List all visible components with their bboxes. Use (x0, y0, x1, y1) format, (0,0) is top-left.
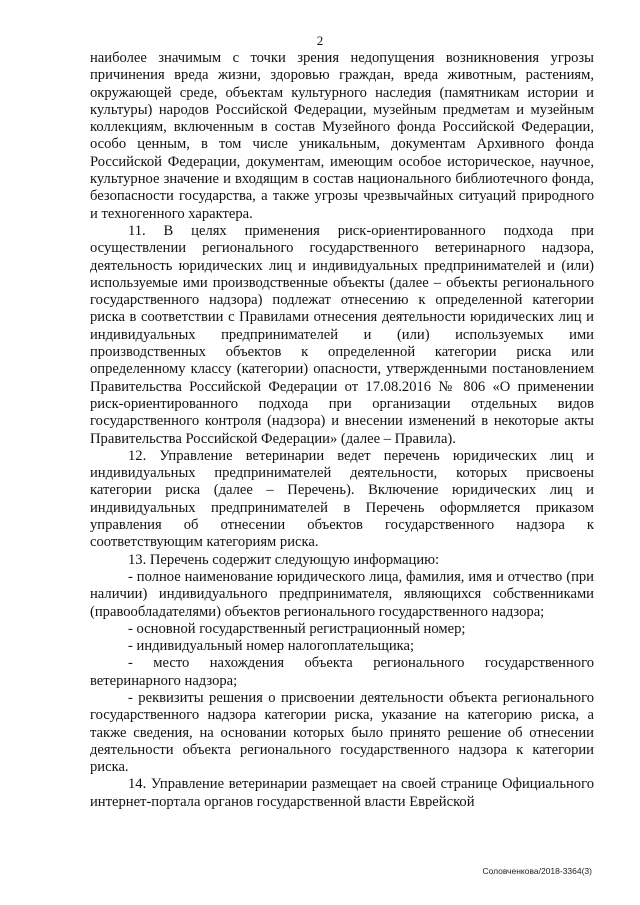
list-item-location: - место нахождения объекта регионального государственного ветеринарного надзора; (90, 655, 594, 689)
document-body (90, 50, 594, 811)
list-item-inn: - индивидуальный номер налогоплательщика; (128, 638, 415, 655)
list-item-ogrn: - основной государственный регистрационный номер; (128, 620, 466, 637)
paragraph-14: 14. Управление ветеринарии размещает на своей странице Официального интернет-портала органов государственной власти Еврейской (90, 776, 594, 810)
paragraph-continuation: наиболее значимым с точки зрения недопущения возникновения угрозы причинения вреда жизни, здоровью граждан, вреда животным, растениям, окружающей среде, объектам культурного наследия (памятникам истории и культуры) народов Российской Федерации, музейным предметам и музейным коллекциям, включенным в состав Музейного фонда Российской Федерации, особо ценным, в том числе уникальным, документам Архивного фонда Российской Федерации, документам, имеющим особое историческое, научное, культурное значение и входящим в состав национального библиотечного фонда, безопасности государства, а также угрозы чрезвычайных ситуаций природного и техногенного характера. (90, 50, 594, 222)
list-item-decision-details: - реквизиты решения о присвоении деятельности объекта регионального государственного надзора категории риска, указание на категорию риска, а также сведения, на основании которых было принято решение об отнесении деятельности объекта регионального государственного надзора к категории риска. (90, 689, 594, 776)
footer-reference: Соловченкова/2018-3364(3) (482, 866, 592, 876)
paragraph-12: 12. Управление ветеринарии ведет перечень юридических лиц и индивидуальных предпринимателей деятельности, которых присвоены категории риска (далее – Перечень). Включение юридических лиц и индивидуальных предпринимателей в Перечень оформляется приказом управления об отнесении объектов государственного надзора к соответствующим категориям риска. (90, 447, 594, 551)
page-number: 2 (316, 33, 324, 48)
paragraph-11: 11. В целях применения риск-ориентированного подхода при осуществлении регионального государственного ветеринарного надзора, деятельность юридических лиц и индивидуальных предпринимателей и (или) используемые ими производственные объекты (далее – объекты регионального государственного надзора) подлежат отнесению к определенной категории риска в соответствии с Правилами отнесения деятельности юридических лиц и индивидуальных предпринимателей и (или) используемых ими производственных объектов к определенной категории риска или определенному классу (категории) опасности, утвержденными постановлением Правительства Российской Федерации от 17.08.2016 № 806 «О применении риск-ориентированного подхода при организации отдельных видов государственного контроля (надзора) и внесении изменений в некоторые акты Правительства Российской Федерации» (далее – Правила). (90, 222, 594, 447)
list-item-full-name: - полное наименование юридического лица, фамилия, имя и отчество (при наличии) индивидуального предпринимателя, являющихся собственниками (правообладателями) объектов регионального государственного надзора; (90, 568, 594, 620)
paragraph-13: 13. Перечень содержит следующую информацию: (128, 551, 440, 568)
